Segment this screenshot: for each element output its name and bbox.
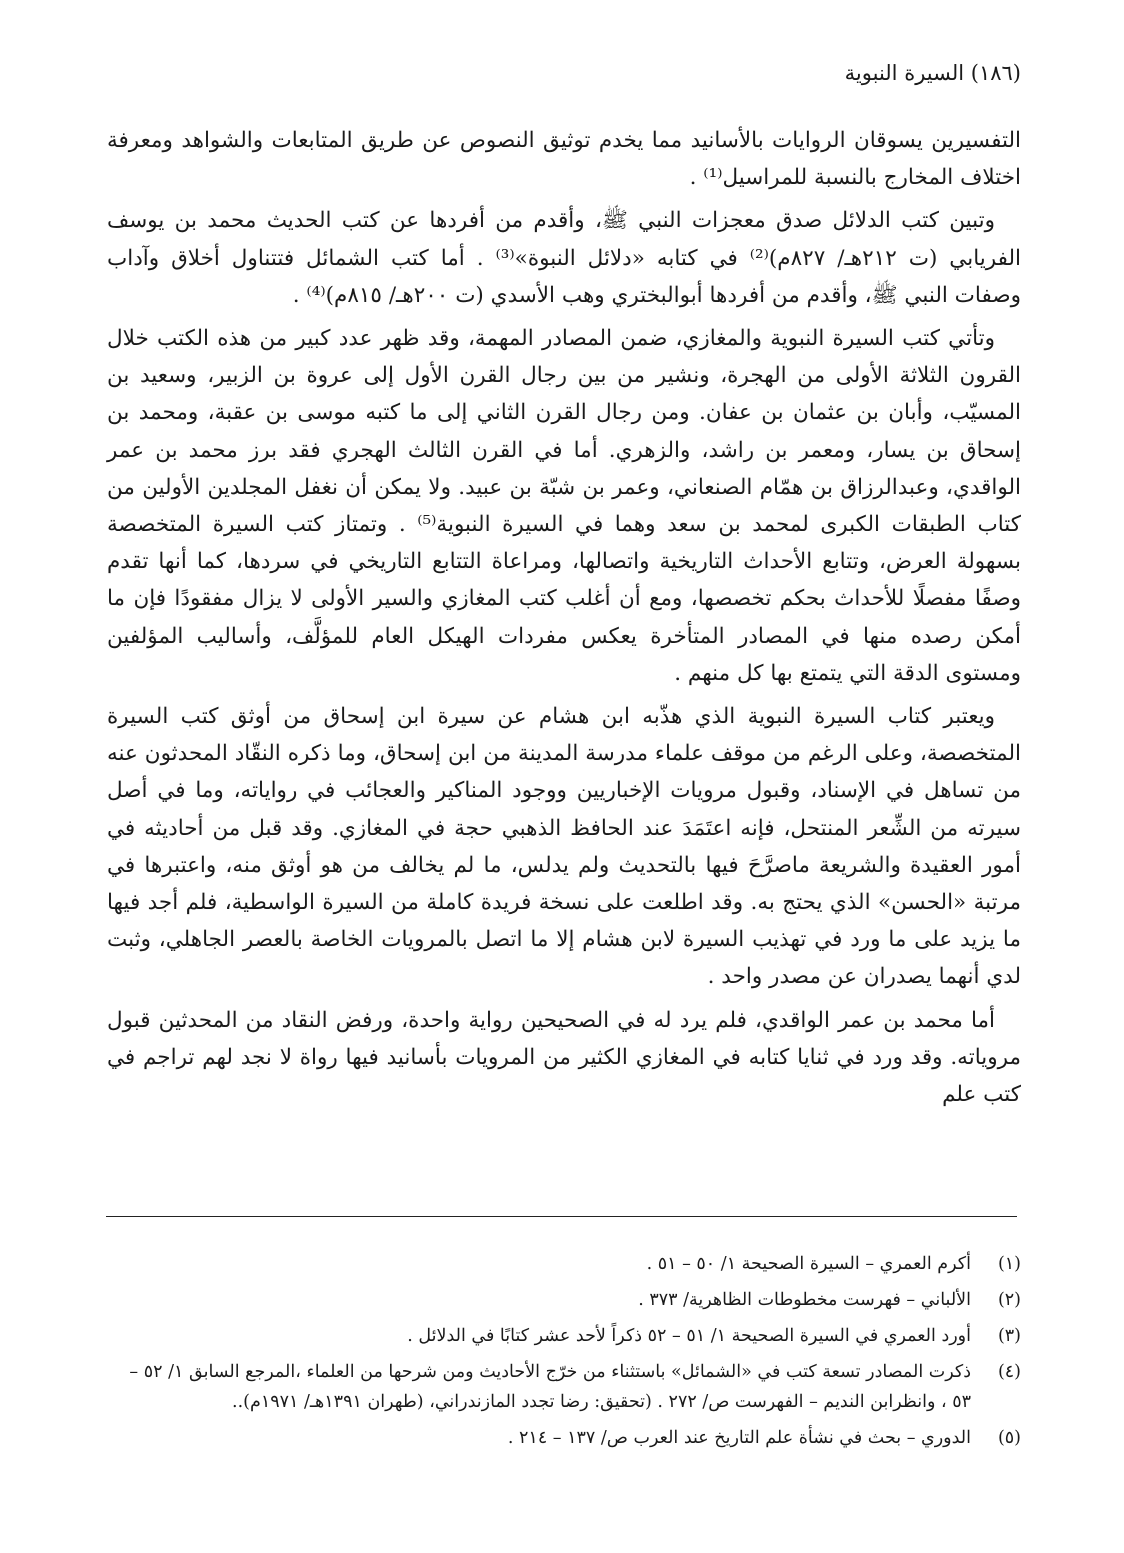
footnote-text: ذكرت المصادر تسعة كتب في «الشمائل» باستثناء من خرّج الأحاديث ومن شرحها من العلماء ،المرجع السابق ١/ ٥٢ – ٥٣ ، وانظرابن النديم – الفهرست ص/ ٢٧٢ . (تحقيق: رضا تجدد المازندراني، (طهران ١٣٩١هـ/ ١٩٧١م).. <box>129 1362 971 1412</box>
footnote-item <box>107 1423 1021 1453</box>
footnote-item <box>107 1249 1021 1279</box>
paragraph: أما محمد بن عمر الواقدي، فلم يرد له في الصحيحين رواية واحدة، ورفض النقاد من المحدثين قبول مروياته. وقد ورد في ثنايا كتابه في المغازي الكثير من المرويات بأسانيد فيها رواة لا نجد لهم تراجم في كتب علم <box>107 1007 1021 1108</box>
footnote-number: (٤) <box>997 1362 1021 1382</box>
footnote-item <box>107 1321 1021 1351</box>
footnote-item <box>107 1285 1021 1315</box>
footnote-number: (٣) <box>997 1326 1021 1346</box>
footnotes <box>107 1249 1021 1459</box>
footnote-number: (٥) <box>997 1428 1021 1448</box>
footnote-divider <box>106 1216 1017 1217</box>
footnote-text: الألباني – فهرست مخطوطات الظاهرية/ ٣٧٣ . <box>638 1290 971 1310</box>
paragraph: التفسيرين يسوقان الروايات بالأسانيد مما يخدم توثيق النصوص عن طريق المتابعات والشواهد ومعرفة اختلاف المخارج بالنسبة للمراسيل⁽¹⁾ . <box>107 128 1021 191</box>
footnote-number: (٢) <box>997 1290 1021 1310</box>
paragraph: وتبين كتب الدلائل صدق معجزات النبي ﷺ، وأقدم من أفردها عن كتب الحديث محمد بن يوسف الفريابي (ت ٢١٢هـ/ ٨٢٧م)⁽²⁾ في كتابه «دلائل النبوة»⁽³⁾ . أما كتب الشمائل فتتناول أخلاق وآداب وصفات النبي ﷺ، وأقدم من أفردها أبوالبختري وهب الأسدي (ت ٢٠٠هـ/ ٨١٥م)⁽⁴⁾ . <box>107 208 1021 308</box>
footnote-text: أكرم العمري – السيرة الصحيحة ١/ ٥٠ – ٥١ . <box>646 1254 971 1274</box>
footnote-text: الدوري – بحث في نشأة علم التاريخ عند العرب ص/ ١٣٧ – ٢١٤ . <box>507 1428 971 1448</box>
main-text <box>107 122 1021 1119</box>
footnote-item <box>107 1357 1021 1417</box>
footnote-text: أورد العمري في السيرة الصحيحة ١/ ٥١ – ٥٢ ذكراً لأحد عشر كتابًا في الدلائل . <box>407 1326 971 1346</box>
footnote-number: (١) <box>997 1254 1021 1274</box>
paragraph: وتأتي كتب السيرة النبوية والمغازي، ضمن المصادر المهمة، وقد ظهر عدد كبير من هذه الكتب خلال القرون الثلاثة الأولى من الهجرة، ونشير من بين رجال القرن الأول إلى عروة بن الزبير، وسعيد بن المسيّب، وأبان بن عثمان بن عفان. ومن رجال القرن الثاني إلى ما كتبه موسى بن عقبة، ومحمد بن إسحاق بن يسار، ومعمر بن راشد، والزهري. أما في القرن الثالث الهجري فقد برز محمد بن عمر الواقدي، وعبدالرزاق بن همّام الصنعاني، وعمر بن شبّة بن عبيد. ولا يمكن أن نغفل المجلدين الأولين من كتاب الطبقات الكبرى لمحمد بن سعد وهما في السيرة النبوية⁽⁵⁾ . وتمتاز كتب السيرة المتخصصة بسهولة العرض، وتتابع الأحداث التاريخية واتصالها، ومراعاة التتابع التاريخي في سردها، كما أنها تقدم وصفًا مفصلًا للأحداث بحكم تخصصها، ومع أن أغلب كتب المغازي والسير الأولى لا يزال مفقودًا فإن ما أمكن رصده منها في المصادر المتأخرة يعكس مفردات الهيكل العام للمؤلَّف، وأساليب المؤلفين ومستوى الدقة التي يتمتع بها كل منهم . <box>107 326 1021 686</box>
running-header: (١٨٦) السيرة النبوية <box>844 61 1021 85</box>
paragraph: ويعتبر كتاب السيرة النبوية الذي هذّبه ابن هشام عن سيرة ابن إسحاق من أوثق كتب السيرة المتخصصة، وعلى الرغم من موقف علماء مدرسة المدينة من ابن إسحاق، وما ذكره النقّاد المحدثون عنه من تساهل في الإسناد، وقبول مرويات الإخباريين ووجود المناكير والعجائب في رواياته، وما في أصل سيرته من الشِّعر المنتحل، فإنه اعتَمَدَ عند الحافظ الذهبي حجة في المغازي. وقد قبل من أحاديثه في أمور العقيدة والشريعة ماصرَّحَ فيها بالتحديث ولم يدلس، ما لم يخالف من هو أوثق منه، واعتبرها في مرتبة «الحسن» الذي يحتج به. وقد اطلعت على نسخة فريدة كاملة من السيرة الواسطية، فلم أجد فيها ما يزيد على ما ورد في تهذيب السيرة لابن هشام إلا ما اتصل بالمرويات الخاصة بالعصر الجاهلي، وثبت لدي أنهما يصدران عن مصدر واحد . <box>107 704 1021 990</box>
